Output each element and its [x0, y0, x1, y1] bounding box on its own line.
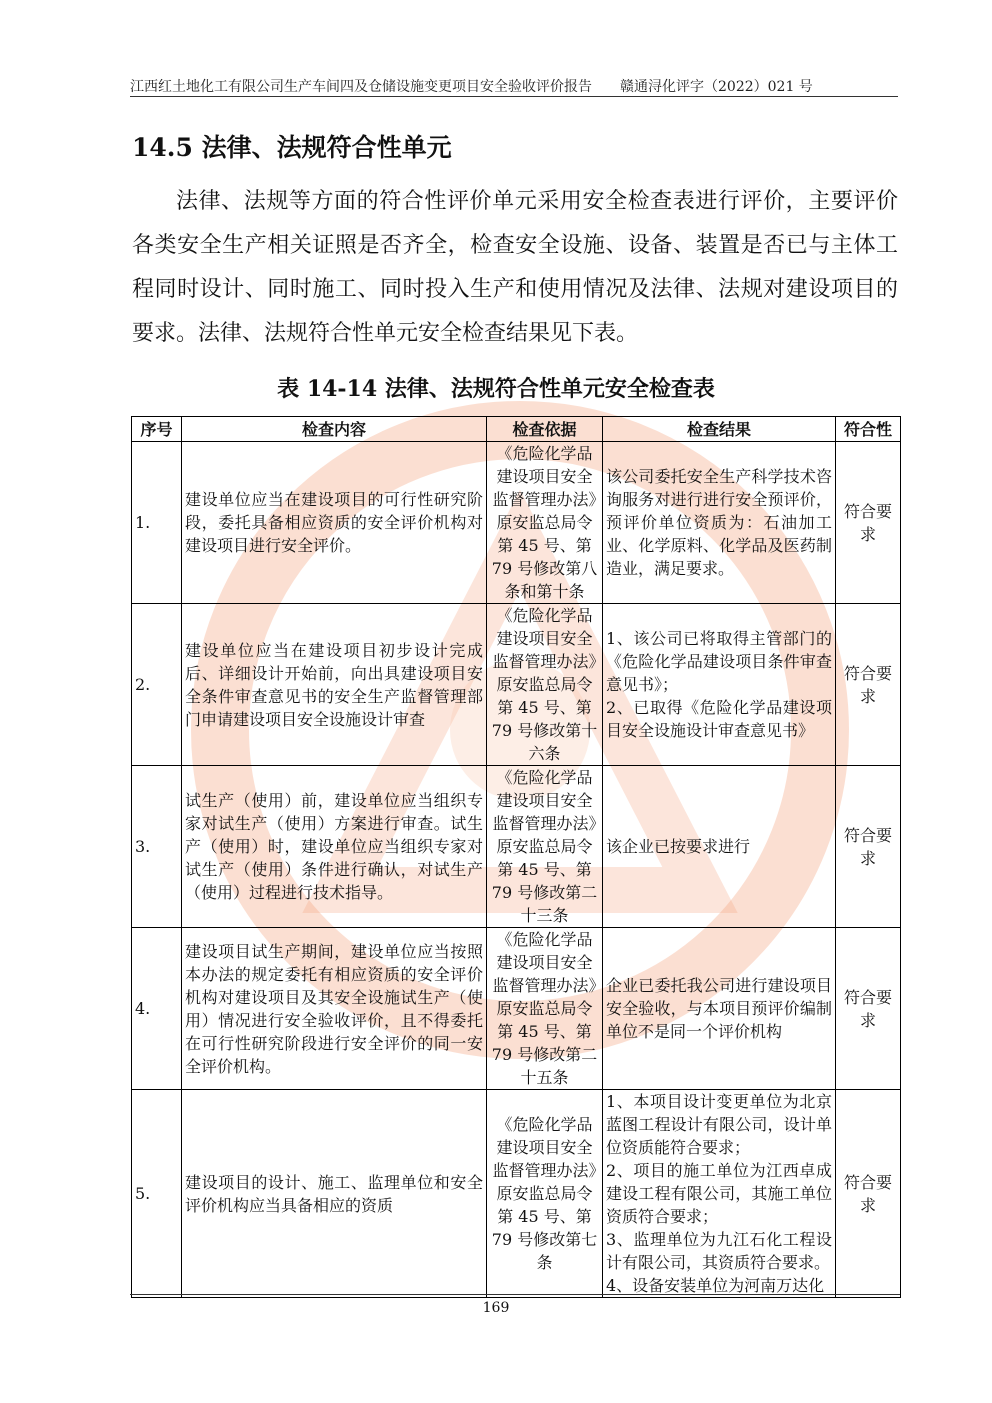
row-conformity: 符合要求	[836, 766, 901, 928]
row-result: 该公司委托安全生产科学技术咨询服务对进行进行安全预评价，预评价单位资质为：石油加工业、化学原料、化学品及医药制造业，满足要求。	[603, 442, 836, 604]
row-number: 3.	[132, 766, 182, 928]
row-conformity: 符合要求	[836, 604, 901, 766]
row-basis: 《危险化学品建设项目安全监督管理办法》原安监总局令第 45 号、第 79 号修改第十六条	[487, 604, 603, 766]
header-seq: 序号	[132, 417, 182, 442]
row-basis: 《危险化学品建设项目安全监督管理办法》原安监总局令第 45 号、第 79 号修改第八条和第十条	[487, 442, 603, 604]
row-content: 建设项目试生产期间，建设单位应当按照本办法的规定委托有相应资质的安全评价机构对建设项目及其安全设施试生产（使用）情况进行安全验收评价，且不得委托在可行性研究阶段进行安全评价的同一安全评价机构。	[182, 928, 487, 1090]
section-title: 14.5 法律、法规符合性单元	[132, 133, 452, 162]
table-caption: 表 14-14 法律、法规符合性单元安全检查表	[277, 376, 715, 402]
table-row	[132, 442, 901, 604]
row-result: 1、该公司已将取得主管部门的《危险化学品建设项目条件审查意见书》； 2、已取得《危险化学品建设项目安全设施设计审查意见书》	[603, 604, 836, 766]
row-content: 建设单位应当在建设项目初步设计完成后、详细设计开始前，向出具建设项目安全条件审查意见书的安全生产监督管理部门申请建设项目安全设施设计审查	[182, 604, 487, 766]
row-result: 1、本项目设计变更单位为北京蓝图工程设计有限公司，设计单位资质能符合要求； 2、项目的施工单位为江西卓成建设工程有限公司，其施工单位资质符合要求； 3、监理单位为九江石化工程设计有限公司，其资质符合要求。 4、设备安装单位为河南万达化	[603, 1090, 836, 1298]
header-conformity: 符合性	[836, 417, 901, 442]
row-content: 建设项目的设计、施工、监理单位和安全评价机构应当具备相应的资质	[182, 1090, 487, 1298]
row-result: 该企业已按要求进行	[603, 766, 836, 928]
row-basis: 《危险化学品建设项目安全监督管理办法》原安监总局令第 45 号、第 79 号修改第二十三条	[487, 766, 603, 928]
intro-paragraph: 法律、法规等方面的符合性评价单元采用安全检查表进行评价，主要评价各类安全生产相关证照是否齐全，检查安全设施、设备、装置是否已与主体工程同时设计、同时施工、同时投入生产和使用情况及法律、法规对建设项目的要求。法律、法规符合性单元安全检查结果见下表。	[132, 189, 898, 346]
row-content: 试生产（使用）前，建设单位应当组织专家对试生产（使用）方案进行审查。试生产（使用）时，建设单位应当组织专家对试生产（使用）条件进行确认，对试生产（使用）过程进行技术指导。	[182, 766, 487, 928]
table-row	[132, 766, 901, 928]
header-content: 检查内容	[182, 417, 487, 442]
footer-divider	[130, 1294, 900, 1295]
row-conformity: 符合要求	[836, 1090, 901, 1298]
row-basis: 《危险化学品建设项目安全监督管理办法》原安监总局令第 45 号、第 79 号修改第二十五条	[487, 928, 603, 1090]
table-row	[132, 1090, 901, 1298]
header-basis: 检查依据	[487, 417, 603, 442]
report-number: 赣通浔化评字（2022）021 号	[620, 79, 813, 95]
row-conformity: 符合要求	[836, 442, 901, 604]
header-divider	[130, 96, 898, 97]
row-number: 2.	[132, 604, 182, 766]
table-row	[132, 928, 901, 1090]
table-row	[132, 604, 901, 766]
report-title: 江西红土地化工有限公司生产车间四及仓储设施变更项目安全验收评价报告	[130, 79, 592, 95]
inspection-table	[131, 416, 901, 1298]
row-number: 5.	[132, 1090, 182, 1298]
page-number: 169	[482, 1300, 510, 1316]
row-result: 企业已委托我公司进行建设项目安全验收，与本项目预评价编制单位不是同一个评价机构	[603, 928, 836, 1090]
row-conformity: 符合要求	[836, 928, 901, 1090]
page-header	[130, 76, 896, 96]
row-number: 4.	[132, 928, 182, 1090]
header-result: 检查结果	[603, 417, 836, 442]
row-basis: 《危险化学品建设项目安全监督管理办法》原安监总局令第 45 号、第 79 号修改第七条	[487, 1090, 603, 1298]
row-content: 建设单位应当在建设项目的可行性研究阶段，委托具备相应资质的安全评价机构对建设项目进行安全评价。	[182, 442, 487, 604]
row-number: 1.	[132, 442, 182, 604]
table-header-row	[132, 417, 901, 442]
